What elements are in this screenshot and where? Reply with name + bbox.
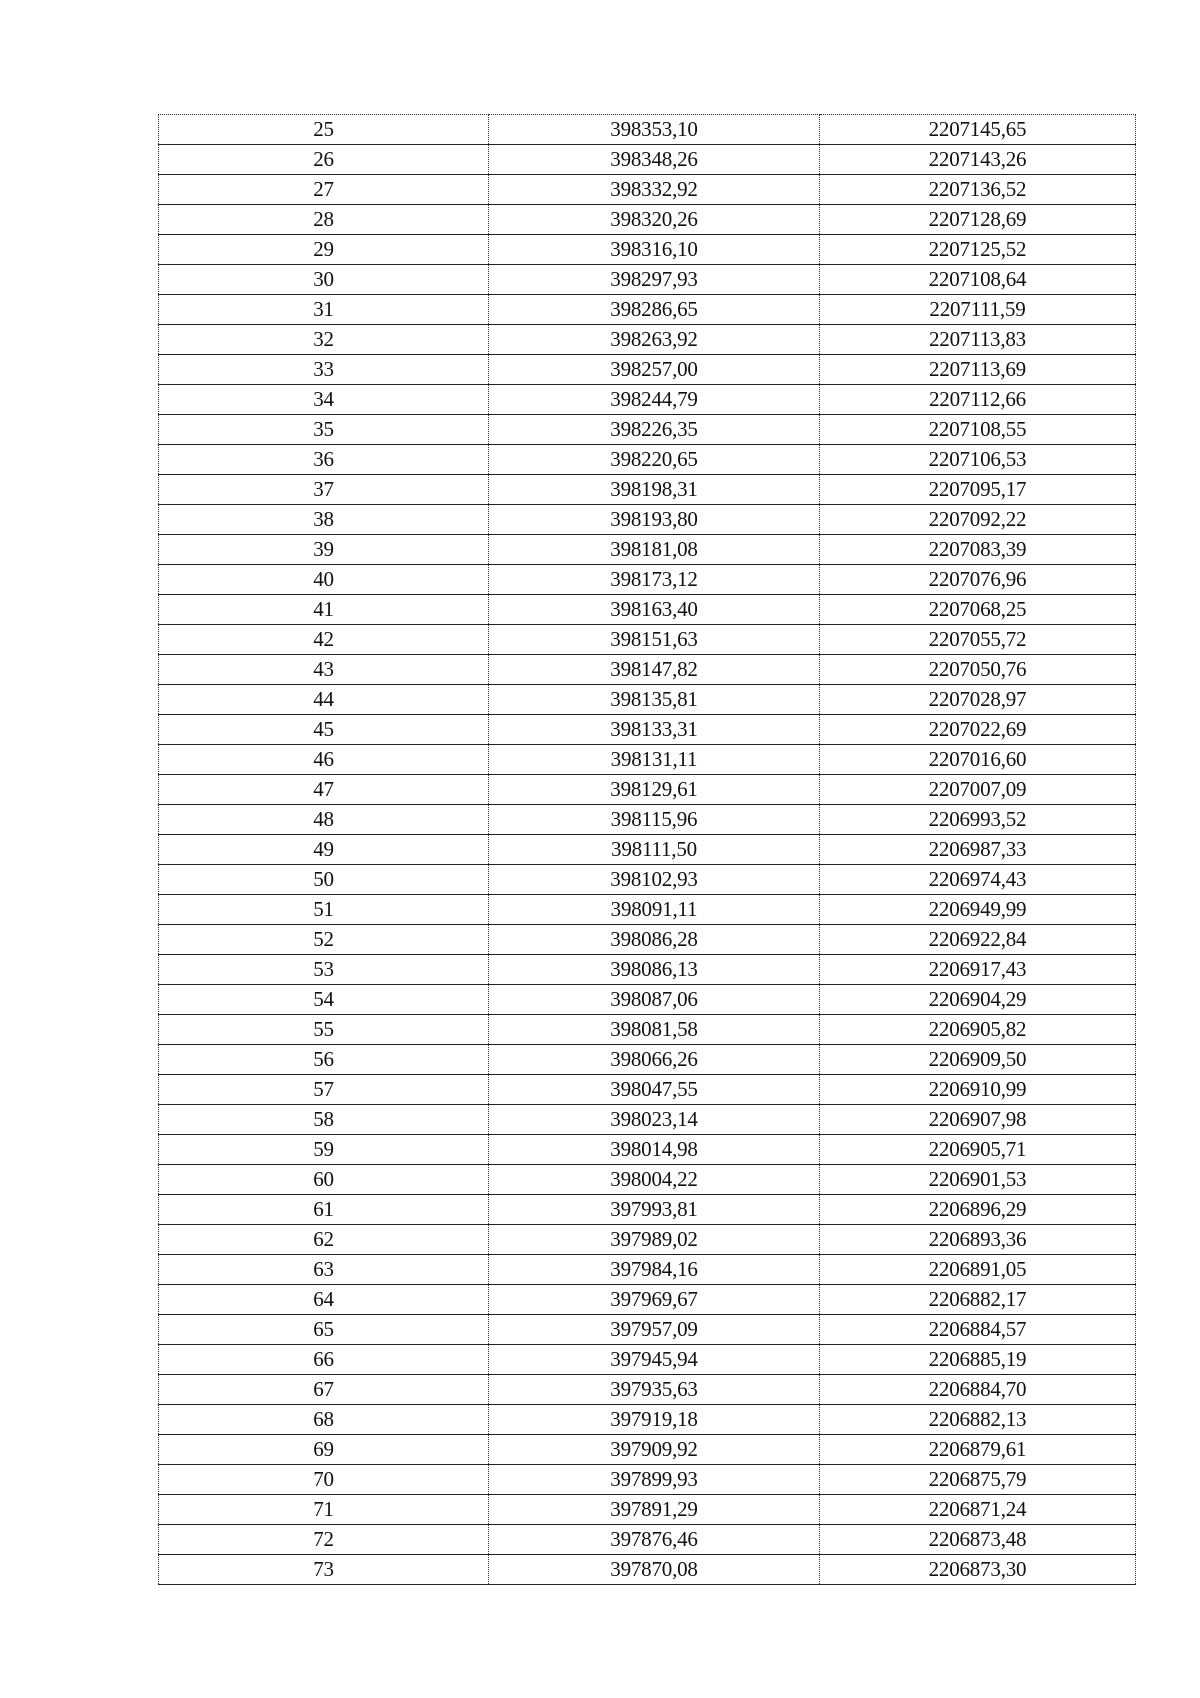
- x-coordinate-cell: 398133,31: [489, 715, 820, 745]
- table-row: [159, 685, 1136, 715]
- table-row: [159, 1105, 1136, 1135]
- x-coordinate-cell: 397891,29: [489, 1495, 820, 1525]
- y-coordinate-cell: 2206905,82: [820, 1015, 1136, 1045]
- y-coordinate-cell: 2207028,97: [820, 685, 1136, 715]
- point-number-cell: 32: [159, 325, 489, 355]
- y-coordinate-cell: 2207022,69: [820, 715, 1136, 745]
- table-row: [159, 1345, 1136, 1375]
- coordinates-table-body: [159, 115, 1136, 1585]
- table-row: [159, 385, 1136, 415]
- point-number-cell: 50: [159, 865, 489, 895]
- point-number-cell: 70: [159, 1465, 489, 1495]
- point-number-cell: 49: [159, 835, 489, 865]
- table-row: [159, 925, 1136, 955]
- table-row: [159, 1015, 1136, 1045]
- y-coordinate-cell: 2206909,50: [820, 1045, 1136, 1075]
- point-number-cell: 47: [159, 775, 489, 805]
- x-coordinate-cell: 398198,31: [489, 475, 820, 505]
- y-coordinate-cell: 2207113,83: [820, 325, 1136, 355]
- y-coordinate-cell: 2207106,53: [820, 445, 1136, 475]
- y-coordinate-cell: 2206893,36: [820, 1225, 1136, 1255]
- x-coordinate-cell: 398004,22: [489, 1165, 820, 1195]
- point-number-cell: 43: [159, 655, 489, 685]
- point-number-cell: 68: [159, 1405, 489, 1435]
- point-number-cell: 52: [159, 925, 489, 955]
- point-number-cell: 39: [159, 535, 489, 565]
- point-number-cell: 25: [159, 115, 489, 145]
- table-row: [159, 415, 1136, 445]
- y-coordinate-cell: 2207145,65: [820, 115, 1136, 145]
- table-row: [159, 1525, 1136, 1555]
- point-number-cell: 38: [159, 505, 489, 535]
- table-row: [159, 325, 1136, 355]
- y-coordinate-cell: 2206884,57: [820, 1315, 1136, 1345]
- y-coordinate-cell: 2207111,59: [820, 295, 1136, 325]
- x-coordinate-cell: 397993,81: [489, 1195, 820, 1225]
- y-coordinate-cell: 2206922,84: [820, 925, 1136, 955]
- x-coordinate-cell: 398353,10: [489, 115, 820, 145]
- point-number-cell: 73: [159, 1555, 489, 1585]
- point-number-cell: 60: [159, 1165, 489, 1195]
- table-row: [159, 565, 1136, 595]
- y-coordinate-cell: 2206910,99: [820, 1075, 1136, 1105]
- table-row: [159, 805, 1136, 835]
- point-number-cell: 37: [159, 475, 489, 505]
- point-number-cell: 33: [159, 355, 489, 385]
- x-coordinate-cell: 398086,13: [489, 955, 820, 985]
- y-coordinate-cell: 2207136,52: [820, 175, 1136, 205]
- table-row: [159, 895, 1136, 925]
- point-number-cell: 53: [159, 955, 489, 985]
- y-coordinate-cell: 2206885,19: [820, 1345, 1136, 1375]
- x-coordinate-cell: 397989,02: [489, 1225, 820, 1255]
- table-row: [159, 715, 1136, 745]
- point-number-cell: 42: [159, 625, 489, 655]
- y-coordinate-cell: 2207076,96: [820, 565, 1136, 595]
- y-coordinate-cell: 2206904,29: [820, 985, 1136, 1015]
- table-row: [159, 1285, 1136, 1315]
- table-row: [159, 1135, 1136, 1165]
- table-row: [159, 475, 1136, 505]
- x-coordinate-cell: 398220,65: [489, 445, 820, 475]
- table-row: [159, 745, 1136, 775]
- table-row: [159, 1075, 1136, 1105]
- table-row: [159, 985, 1136, 1015]
- point-number-cell: 66: [159, 1345, 489, 1375]
- x-coordinate-cell: 397935,63: [489, 1375, 820, 1405]
- point-number-cell: 31: [159, 295, 489, 325]
- point-number-cell: 57: [159, 1075, 489, 1105]
- x-coordinate-cell: 398086,28: [489, 925, 820, 955]
- point-number-cell: 69: [159, 1435, 489, 1465]
- y-coordinate-cell: 2207095,17: [820, 475, 1136, 505]
- y-coordinate-cell: 2207092,22: [820, 505, 1136, 535]
- table-row: [159, 355, 1136, 385]
- point-number-cell: 55: [159, 1015, 489, 1045]
- y-coordinate-cell: 2207050,76: [820, 655, 1136, 685]
- point-number-cell: 34: [159, 385, 489, 415]
- x-coordinate-cell: 397899,93: [489, 1465, 820, 1495]
- table-row: [159, 655, 1136, 685]
- point-number-cell: 45: [159, 715, 489, 745]
- point-number-cell: 27: [159, 175, 489, 205]
- point-number-cell: 61: [159, 1195, 489, 1225]
- x-coordinate-cell: 397870,08: [489, 1555, 820, 1585]
- point-number-cell: 48: [159, 805, 489, 835]
- x-coordinate-cell: 398115,96: [489, 805, 820, 835]
- x-coordinate-cell: 398131,11: [489, 745, 820, 775]
- table-row: [159, 1225, 1136, 1255]
- x-coordinate-cell: 398081,58: [489, 1015, 820, 1045]
- x-coordinate-cell: 398320,26: [489, 205, 820, 235]
- x-coordinate-cell: 398226,35: [489, 415, 820, 445]
- table-row: [159, 1375, 1136, 1405]
- x-coordinate-cell: 397909,92: [489, 1435, 820, 1465]
- table-row: [159, 595, 1136, 625]
- x-coordinate-cell: 398163,40: [489, 595, 820, 625]
- table-row: [159, 835, 1136, 865]
- y-coordinate-cell: 2206882,13: [820, 1405, 1136, 1435]
- table-row: [159, 115, 1136, 145]
- x-coordinate-cell: 398181,08: [489, 535, 820, 565]
- table-row: [159, 1465, 1136, 1495]
- x-coordinate-cell: 398297,93: [489, 265, 820, 295]
- x-coordinate-cell: 398129,61: [489, 775, 820, 805]
- point-number-cell: 56: [159, 1045, 489, 1075]
- y-coordinate-cell: 2206875,79: [820, 1465, 1136, 1495]
- table-row: [159, 775, 1136, 805]
- x-coordinate-cell: 398147,82: [489, 655, 820, 685]
- point-number-cell: 54: [159, 985, 489, 1015]
- point-number-cell: 72: [159, 1525, 489, 1555]
- y-coordinate-cell: 2206891,05: [820, 1255, 1136, 1285]
- table-row: [159, 145, 1136, 175]
- x-coordinate-cell: 398111,50: [489, 835, 820, 865]
- x-coordinate-cell: 398047,55: [489, 1075, 820, 1105]
- y-coordinate-cell: 2206974,43: [820, 865, 1136, 895]
- x-coordinate-cell: 398087,06: [489, 985, 820, 1015]
- x-coordinate-cell: 398286,65: [489, 295, 820, 325]
- table-row: [159, 235, 1136, 265]
- y-coordinate-cell: 2207055,72: [820, 625, 1136, 655]
- point-number-cell: 26: [159, 145, 489, 175]
- x-coordinate-cell: 397957,09: [489, 1315, 820, 1345]
- table-row: [159, 1555, 1136, 1585]
- y-coordinate-cell: 2207016,60: [820, 745, 1136, 775]
- point-number-cell: 51: [159, 895, 489, 925]
- x-coordinate-cell: 398316,10: [489, 235, 820, 265]
- table-row: [159, 865, 1136, 895]
- point-number-cell: 41: [159, 595, 489, 625]
- y-coordinate-cell: 2207112,66: [820, 385, 1136, 415]
- y-coordinate-cell: 2206949,99: [820, 895, 1136, 925]
- point-number-cell: 71: [159, 1495, 489, 1525]
- x-coordinate-cell: 398102,93: [489, 865, 820, 895]
- x-coordinate-cell: 398091,11: [489, 895, 820, 925]
- y-coordinate-cell: 2206987,33: [820, 835, 1136, 865]
- x-coordinate-cell: 397969,67: [489, 1285, 820, 1315]
- table-row: [159, 1435, 1136, 1465]
- table-row: [159, 955, 1136, 985]
- y-coordinate-cell: 2206871,24: [820, 1495, 1136, 1525]
- table-row: [159, 1165, 1136, 1195]
- point-number-cell: 35: [159, 415, 489, 445]
- table-row: [159, 295, 1136, 325]
- x-coordinate-cell: 397945,94: [489, 1345, 820, 1375]
- table-row: [159, 535, 1136, 565]
- x-coordinate-cell: 398135,81: [489, 685, 820, 715]
- y-coordinate-cell: 2207007,09: [820, 775, 1136, 805]
- x-coordinate-cell: 397984,16: [489, 1255, 820, 1285]
- x-coordinate-cell: 398257,00: [489, 355, 820, 385]
- y-coordinate-cell: 2206905,71: [820, 1135, 1136, 1165]
- y-coordinate-cell: 2206917,43: [820, 955, 1136, 985]
- table-row: [159, 505, 1136, 535]
- point-number-cell: 58: [159, 1105, 489, 1135]
- table-row: [159, 1495, 1136, 1525]
- x-coordinate-cell: 398023,14: [489, 1105, 820, 1135]
- x-coordinate-cell: 398014,98: [489, 1135, 820, 1165]
- x-coordinate-cell: 398151,63: [489, 625, 820, 655]
- y-coordinate-cell: 2206907,98: [820, 1105, 1136, 1135]
- x-coordinate-cell: 398332,92: [489, 175, 820, 205]
- x-coordinate-cell: 398066,26: [489, 1045, 820, 1075]
- y-coordinate-cell: 2206882,17: [820, 1285, 1136, 1315]
- table-row: [159, 175, 1136, 205]
- x-coordinate-cell: 397876,46: [489, 1525, 820, 1555]
- coordinates-table: [158, 114, 1136, 1585]
- table-row: [159, 1195, 1136, 1225]
- x-coordinate-cell: 398348,26: [489, 145, 820, 175]
- point-number-cell: 62: [159, 1225, 489, 1255]
- y-coordinate-cell: 2206879,61: [820, 1435, 1136, 1465]
- table-row: [159, 445, 1136, 475]
- table-row: [159, 625, 1136, 655]
- point-number-cell: 46: [159, 745, 489, 775]
- y-coordinate-cell: 2206896,29: [820, 1195, 1136, 1225]
- point-number-cell: 63: [159, 1255, 489, 1285]
- y-coordinate-cell: 2207128,69: [820, 205, 1136, 235]
- y-coordinate-cell: 2207108,64: [820, 265, 1136, 295]
- table-row: [159, 1045, 1136, 1075]
- x-coordinate-cell: 398263,92: [489, 325, 820, 355]
- x-coordinate-cell: 398193,80: [489, 505, 820, 535]
- point-number-cell: 67: [159, 1375, 489, 1405]
- point-number-cell: 59: [159, 1135, 489, 1165]
- x-coordinate-cell: 397919,18: [489, 1405, 820, 1435]
- y-coordinate-cell: 2206873,48: [820, 1525, 1136, 1555]
- table-row: [159, 1255, 1136, 1285]
- table-row: [159, 205, 1136, 235]
- point-number-cell: 64: [159, 1285, 489, 1315]
- x-coordinate-cell: 398244,79: [489, 385, 820, 415]
- y-coordinate-cell: 2207125,52: [820, 235, 1136, 265]
- y-coordinate-cell: 2207113,69: [820, 355, 1136, 385]
- y-coordinate-cell: 2207143,26: [820, 145, 1136, 175]
- y-coordinate-cell: 2207108,55: [820, 415, 1136, 445]
- y-coordinate-cell: 2207068,25: [820, 595, 1136, 625]
- table-row: [159, 265, 1136, 295]
- table-row: [159, 1405, 1136, 1435]
- y-coordinate-cell: 2206873,30: [820, 1555, 1136, 1585]
- point-number-cell: 30: [159, 265, 489, 295]
- point-number-cell: 28: [159, 205, 489, 235]
- x-coordinate-cell: 398173,12: [489, 565, 820, 595]
- point-number-cell: 65: [159, 1315, 489, 1345]
- point-number-cell: 36: [159, 445, 489, 475]
- y-coordinate-cell: 2207083,39: [820, 535, 1136, 565]
- point-number-cell: 40: [159, 565, 489, 595]
- y-coordinate-cell: 2206901,53: [820, 1165, 1136, 1195]
- y-coordinate-cell: 2206884,70: [820, 1375, 1136, 1405]
- table-row: [159, 1315, 1136, 1345]
- point-number-cell: 44: [159, 685, 489, 715]
- point-number-cell: 29: [159, 235, 489, 265]
- y-coordinate-cell: 2206993,52: [820, 805, 1136, 835]
